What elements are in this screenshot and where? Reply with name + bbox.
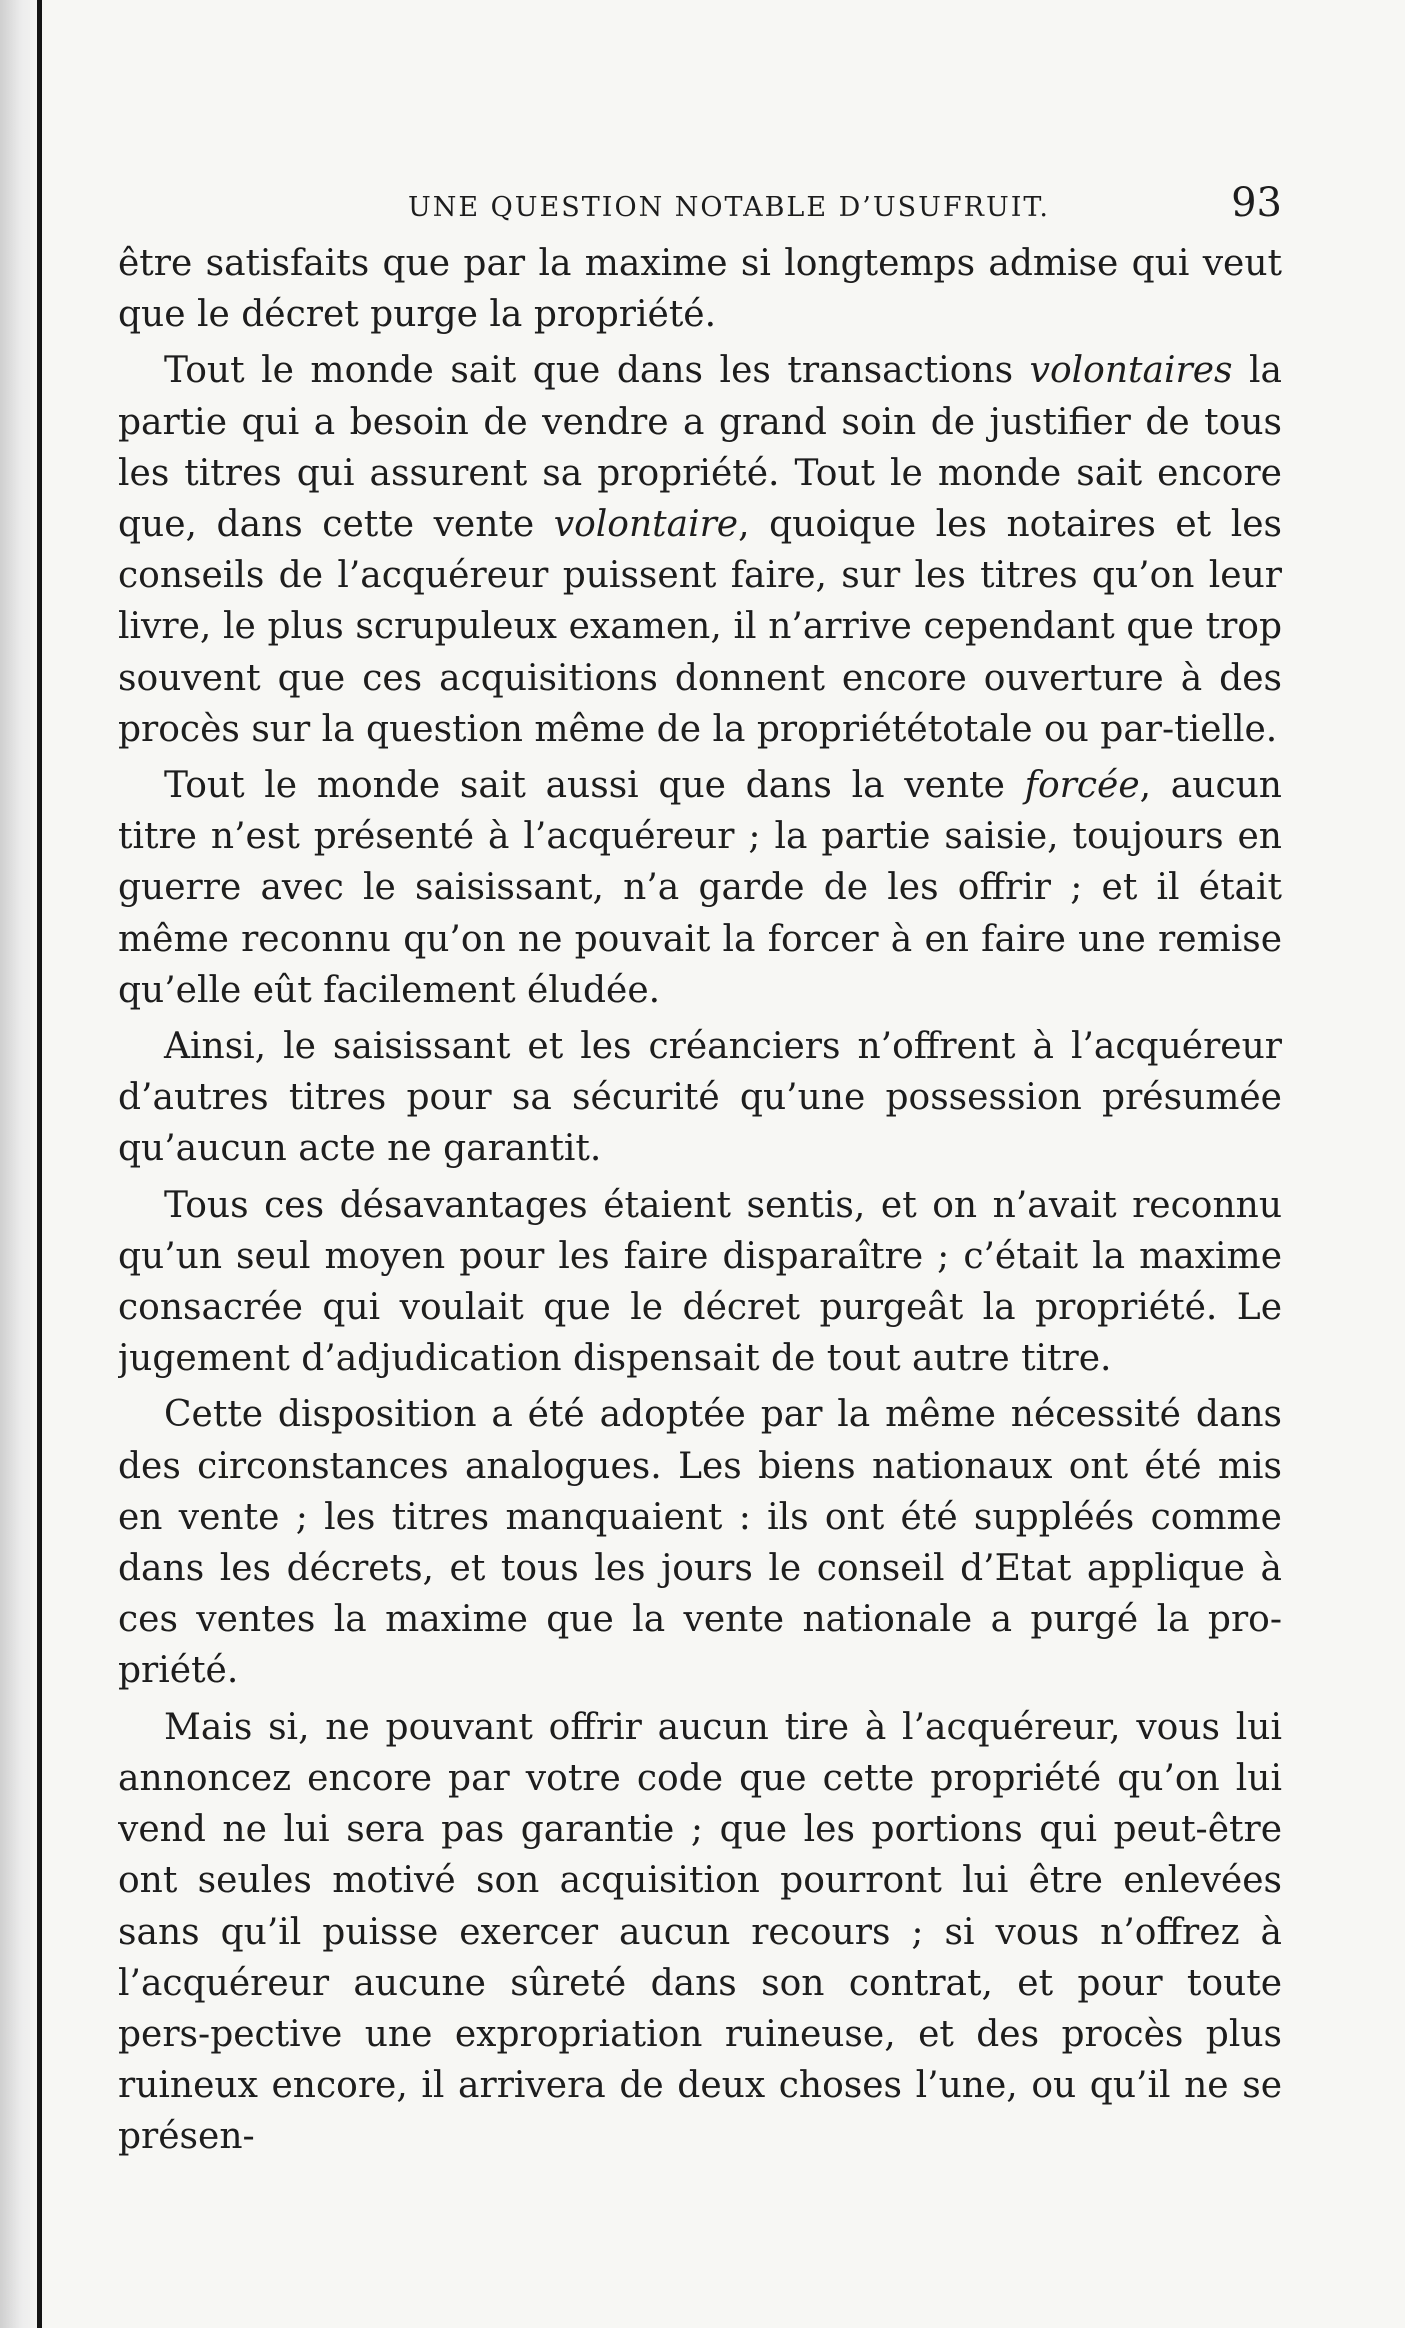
- running-title: UNE QUESTION NOTABLE D’USUFRUIT.: [408, 192, 1050, 223]
- paragraph-2-italic-volontaires: volontaires: [1029, 350, 1233, 392]
- paragraph-3-text-a: Tout le monde sait aussi que dans la vente: [164, 765, 1025, 807]
- paragraph-7: Mais si, ne pouvant offrir aucun tire à l’acquéreur, vous lui annoncez encore par votre code que cette propriété qu’on lui vend ne lui sera pas garantie ; que les portions qui peut-être ont seules motivé son acquisition pourront lui être enlevées sans qu’il puisse exercer aucun recours ; si vous n’offrez à l’acquéreur aucune sûreté dans son contrat, et pour toute pers-pective une expropriation ruineuse, et des procès plus ruineux encore, il arrivera de deux choses l’une, ou qu’il ne se présen-: [118, 1706, 1282, 2158]
- paragraph-5: Tous ces désavantages étaient sentis, et on n’avait reconnu qu’un seul moyen pour les faire disparaître ; c’était la maxime consacrée qui voulait que le décret purgeât la propriété. Le jugement d’adjudication dispensait de tout autre titre.: [118, 1184, 1282, 1380]
- page-number: 93: [1231, 180, 1282, 226]
- paragraph-2-text-e: , quoique les notaires et les conseils de l’acquéreur puissent faire, sur les titres qu’on leur livre, le plus scrupuleux examen, il n’arrive cependant que trop souvent que ces acquisitions donnent encore ouverture à des procès sur la question même de la propriététotale ou par-tielle.: [118, 504, 1282, 750]
- paragraph-3-text-c: , aucun titre n’est présenté à l’acquéreur ; la partie saisie, toujours en guerre avec le saisissant, n’a garde de les offrir ; et il était même reconnu qu’on ne pouvait la forcer à en faire une remise qu’elle eût facilement éludée.: [118, 765, 1282, 1011]
- paragraph-2-italic-volontaire: volontaire: [553, 504, 739, 546]
- body-text: [118, 238, 1282, 2163]
- paragraph-4: Ainsi, le saisissant et les créanciers n’offrent à l’acquéreur d’autres titres pour sa sécurité qu’une possession présumée qu’aucun acte ne garantit.: [118, 1026, 1282, 1170]
- paragraph-1: être satisfaits que par la maxime si longtemps admise qui veut que le décret purge la propriété.: [118, 243, 1282, 336]
- paragraph-2-text-a: Tout le monde sait que dans les transactions: [164, 350, 1030, 392]
- book-page: [118, 178, 1282, 2208]
- paragraph-3-italic-forcee: forcée: [1024, 765, 1140, 807]
- binding-line: [37, 0, 42, 2328]
- running-head: [118, 178, 1282, 238]
- paragraph-6: Cette disposition a été adoptée par la même nécessité dans des circonstances analogues. Les biens nationaux ont été mis en vente ; les titres manquaient : ils ont été suppléés comme dans les décrets, et tous les jours le conseil d’Etat applique à ces ventes la maxime que la vente nationale a purgé la pro-priété.: [118, 1394, 1282, 1692]
- paragraph-2-text-c: la partie qui a besoin de vendre a grand soin de justifier de tous les titres qui assurent sa propriété. Tout le monde sait encore que, dans cette vente: [118, 350, 1282, 546]
- paragraph-3: [118, 760, 1282, 1016]
- paragraph-2: [118, 345, 1282, 755]
